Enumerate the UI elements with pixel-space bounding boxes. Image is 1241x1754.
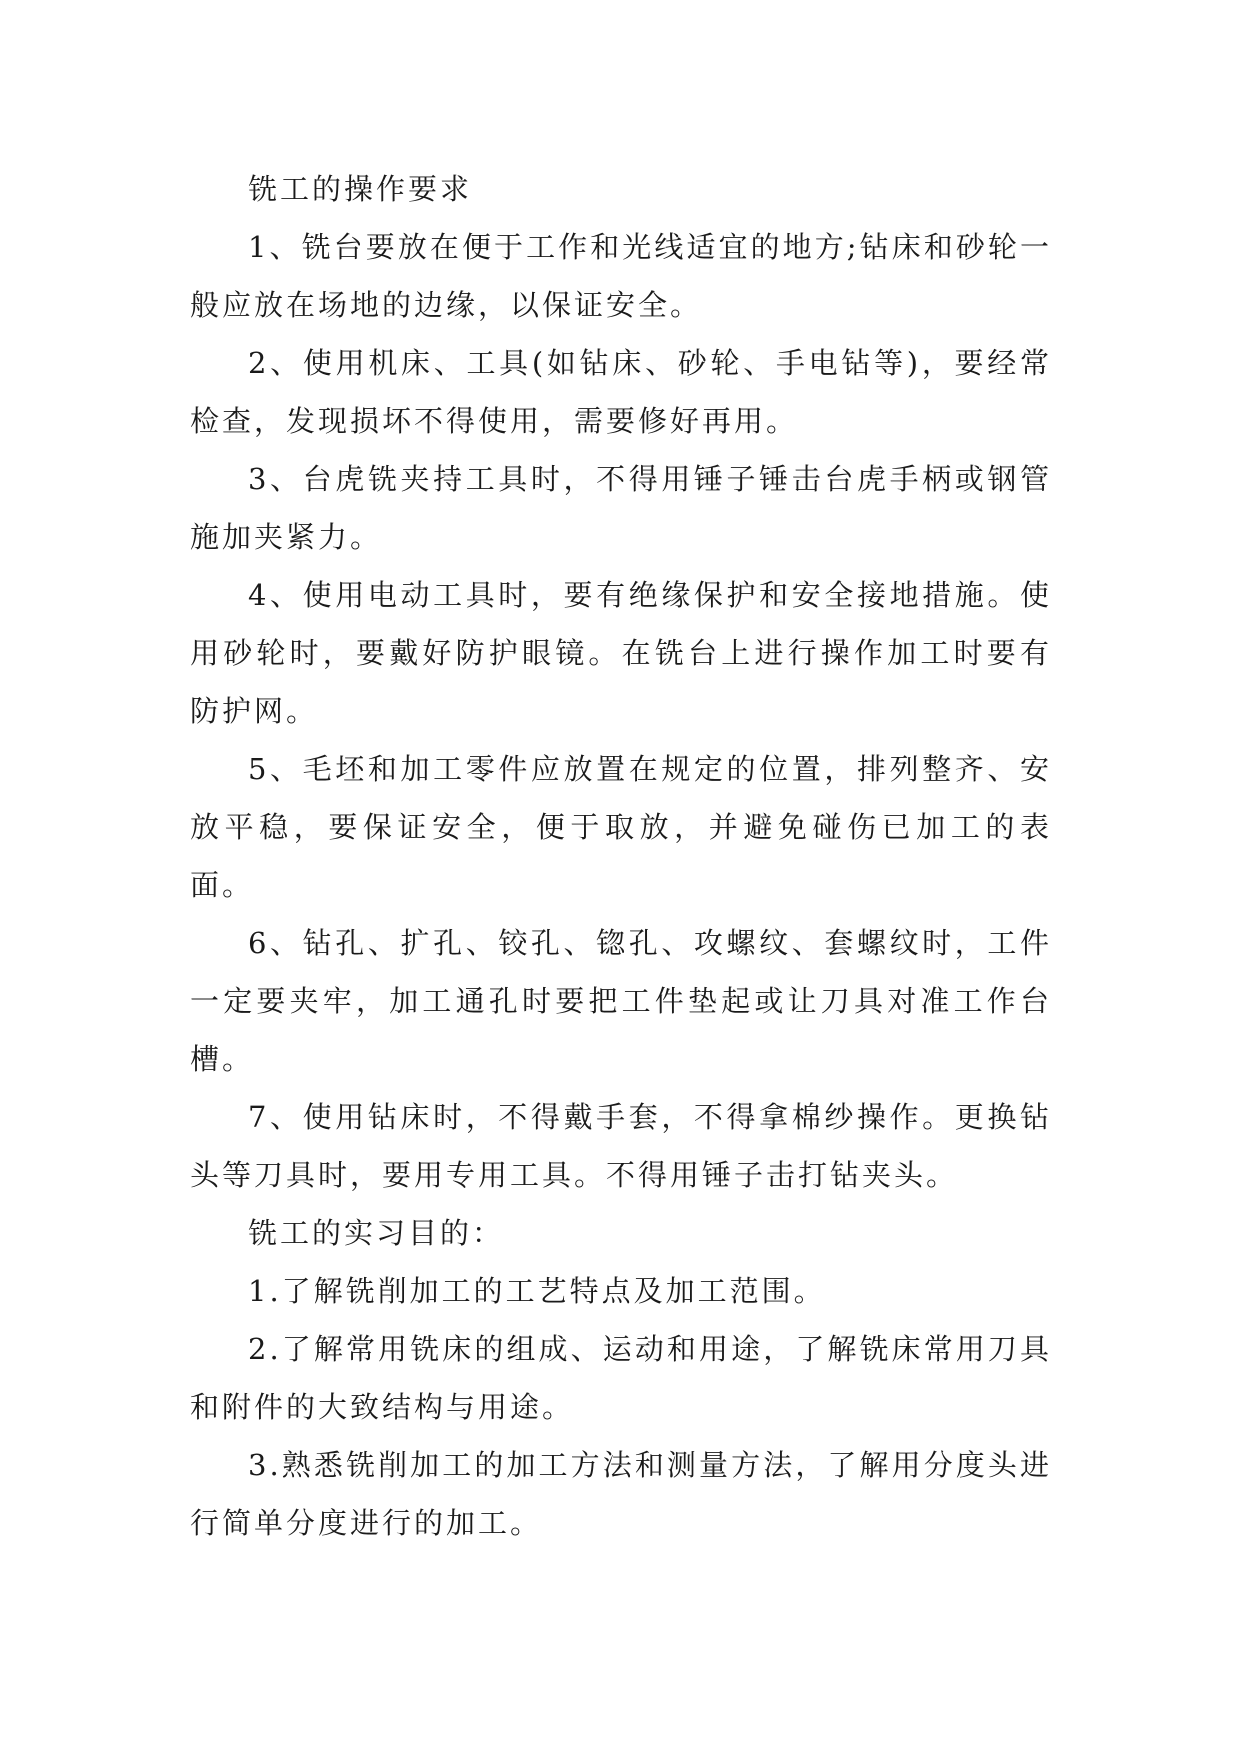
rule-item-3: 3、台虎铣夹持工具时，不得用锤子锤击台虎手柄或钢管施加夹紧力。 (190, 462, 1052, 554)
section-heading-operation: 铣工的操作要求 (248, 172, 473, 206)
rule-item-7: 7、使用钻床时，不得戴手套，不得拿棉纱操作。更换钻头等刀具时，要用专用工具。不得用锤子击打钻夹头。 (190, 1100, 1052, 1192)
section-heading-purpose: 铣工的实习目的： (248, 1216, 505, 1250)
rule-item-6: 6、钻孔、扩孔、铰孔、锪孔、攻螺纹、套螺纹时，工件一定要夹牢，加工通孔时要把工件垫起或让刀具对准工作台槽。 (190, 926, 1052, 1076)
purpose-item-3: 3.熟悉铣削加工的加工方法和测量方法，了解用分度头进行简单分度进行的加工。 (190, 1448, 1052, 1540)
purpose-item-1: 1.了解铣削加工的工艺特点及加工范围。 (248, 1274, 826, 1308)
rule-item-1: 1、铣台要放在便于工作和光线适宜的地方;钻床和砂轮一般应放在场地的边缘，以保证安全。 (190, 230, 1052, 322)
purpose-item-2: 2.了解常用铣床的组成、运动和用途，了解铣床常用刀具和附件的大致结构与用途。 (190, 1332, 1052, 1424)
rule-item-5: 5、毛坯和加工零件应放置在规定的位置，排列整齐、安放平稳，要保证安全，便于取放，并避免碰伤已加工的表面。 (190, 752, 1052, 902)
document-body (190, 160, 1052, 1552)
rule-item-4: 4、使用电动工具时，要有绝缘保护和安全接地措施。使用砂轮时，要戴好防护眼镜。在铣台上进行操作加工时要有防护网。 (190, 578, 1052, 728)
rule-item-2: 2、使用机床、工具(如钻床、砂轮、手电钻等)，要经常检查，发现损坏不得使用，需要修好再用。 (190, 346, 1052, 438)
